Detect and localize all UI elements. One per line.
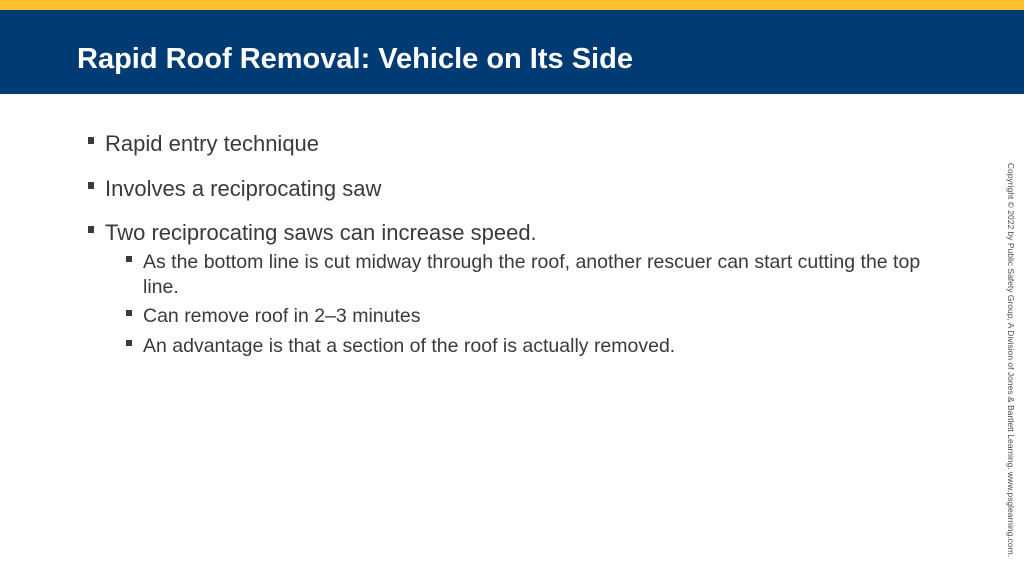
square-bullet-icon [88, 226, 94, 233]
sub-bullet-item [126, 304, 926, 329]
sub-bullet-item [126, 250, 926, 300]
sub-bullet-text: Can remove roof in 2–3 minutes [143, 305, 421, 327]
bullet-text: Rapid entry technique [105, 131, 320, 156]
copyright-notice: Copyright © 2022 by Public Safety Group, A Division of Jones & Bartlett Learning. www.psglearning.com. [1006, 162, 1016, 558]
square-bullet-icon [126, 310, 132, 316]
square-bullet-icon [126, 340, 132, 346]
square-bullet-icon [88, 137, 94, 144]
sub-bullet-item [126, 334, 926, 359]
square-bullet-icon [126, 256, 132, 262]
bullet-item [88, 176, 381, 202]
square-bullet-icon [88, 182, 94, 189]
bullet-item [88, 131, 319, 157]
slide-title: Rapid Roof Removal: Vehicle on Its Side [77, 43, 633, 75]
bullet-item [88, 220, 537, 246]
sub-bullet-text: An advantage is that a section of the roof is actually removed. [143, 335, 676, 357]
sub-bullet-text: As the bottom line is cut midway through the roof, another rescuer can start cutting the top line. [143, 251, 921, 298]
bullet-text: Two reciprocating saws can increase speed. [105, 220, 537, 245]
bullet-text: Involves a reciprocating saw [105, 176, 382, 201]
